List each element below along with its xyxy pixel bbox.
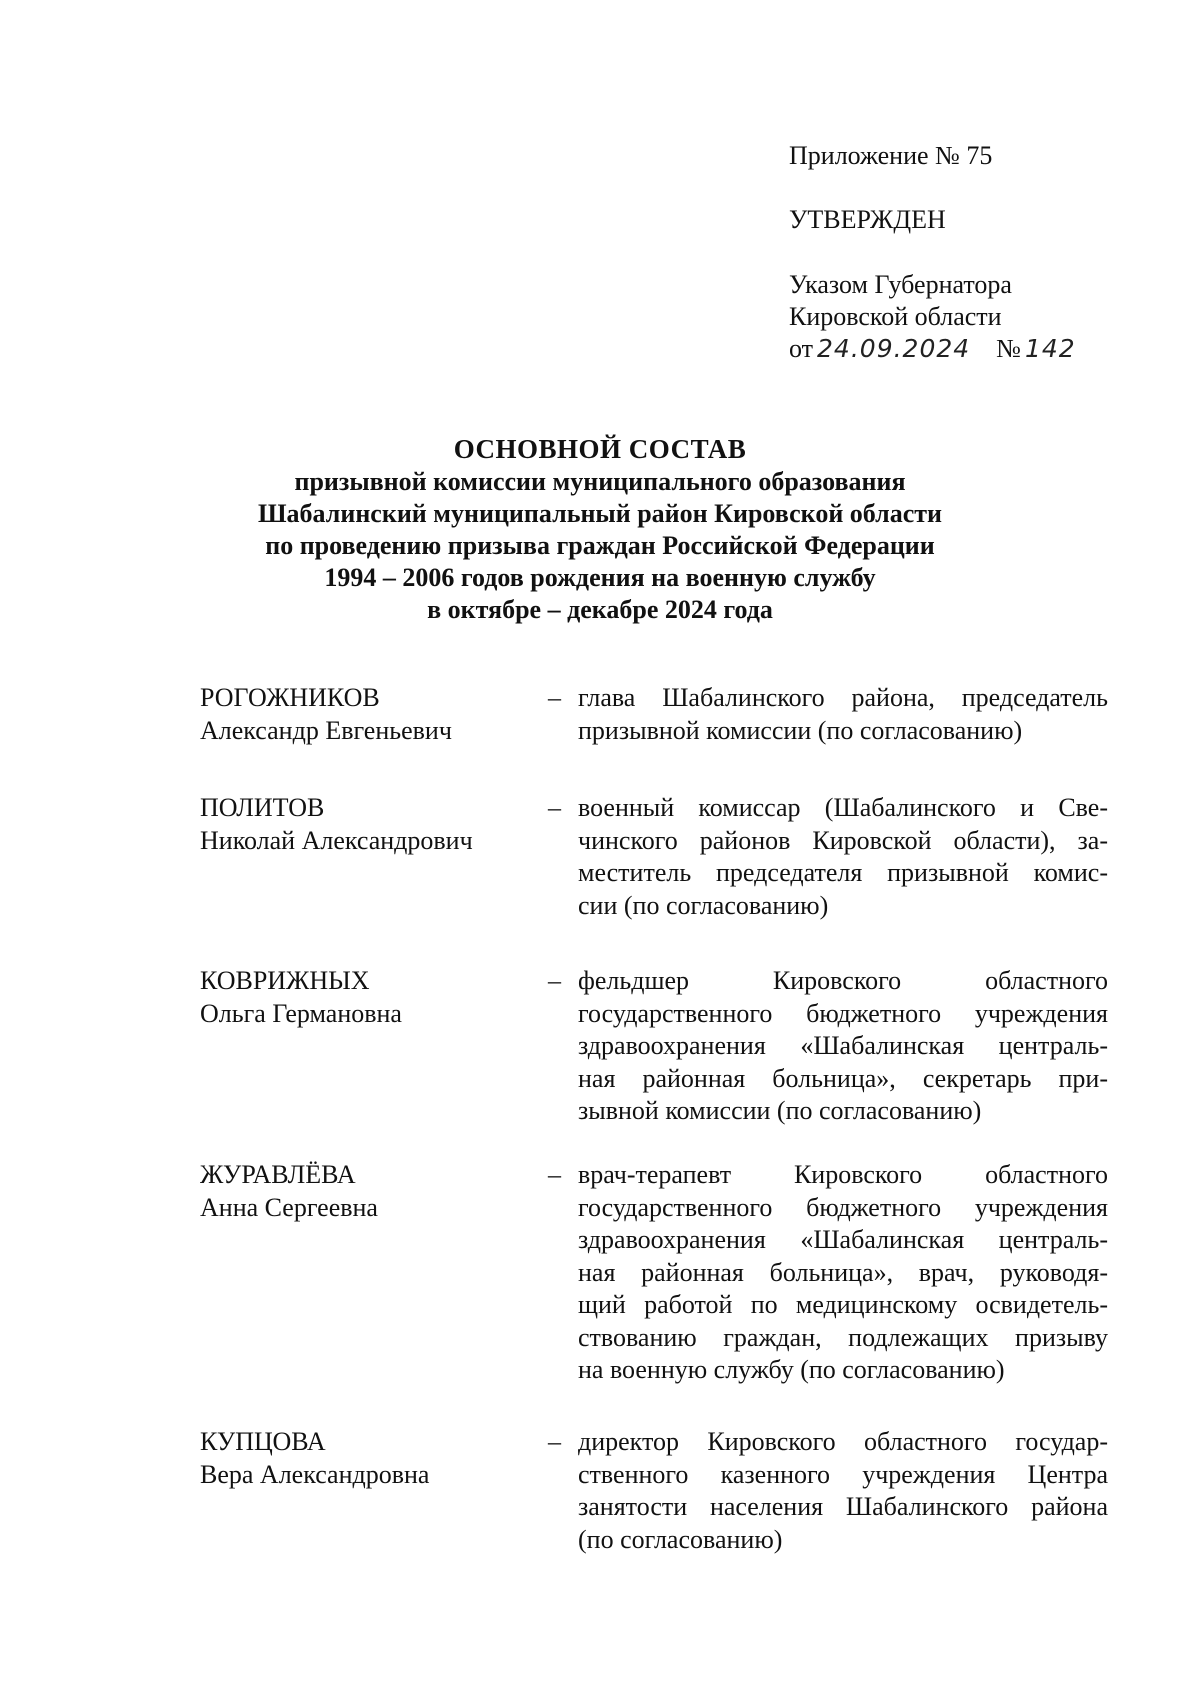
appendix-number: Приложение № 75 [789, 141, 993, 170]
member-role [578, 1426, 1108, 1556]
member-given-names: Николай Александрович [200, 825, 473, 855]
subtitle-line: в октябре – декабре 2024 года [427, 595, 773, 624]
role-line: государственного бюджетного учреждения [578, 998, 1108, 1028]
role-line: государственного бюджетного учреждения [578, 1192, 1108, 1222]
member-dash: – [548, 966, 561, 995]
role-line: ная районная больница», врач, руководя- [578, 1257, 1108, 1287]
member-name [200, 792, 530, 857]
role-line: здравоохранения «Шабалинская централь- [578, 1031, 1108, 1060]
role-line: сии (по согласованию) [578, 890, 829, 920]
subtitle-line: Шабалинский муниципальный район Кировской области [257, 499, 943, 528]
role-line: щий работой по медицинскому освидетель- [578, 1290, 1108, 1319]
subtitle-line: 1994 – 2006 годов рождения на военную службу [324, 563, 876, 592]
member-role [578, 1159, 1108, 1387]
role-line: призывной комиссии (по согласованию) [578, 715, 1023, 745]
document-subtitle [0, 466, 1200, 626]
member-role [578, 792, 1108, 922]
role-line: (по согласованию) [578, 1524, 783, 1554]
date-prefix: от [789, 334, 814, 363]
member-surname: РОГОЖНИКОВ [200, 683, 380, 712]
member-name [200, 1426, 530, 1491]
member-name [200, 965, 530, 1030]
member-given-names: Анна Сергеевна [200, 1192, 378, 1222]
member-surname: КОВРИЖНЫХ [200, 966, 370, 995]
decree-line-2: Кировской области [789, 302, 1002, 331]
role-line: врач-терапевт Кировского областного [578, 1160, 1108, 1189]
member-dash: – [548, 1160, 561, 1189]
role-line: меститель председателя призывной комис- [578, 858, 1108, 887]
subtitle-line: призывной комиссии муниципального образования [294, 467, 906, 496]
role-line: ная районная больница», секретарь при- [578, 1063, 1108, 1093]
member-given-names: Вера Александровна [200, 1459, 430, 1489]
handwritten-number: 142 [1024, 334, 1076, 363]
role-line: здравоохранения «Шабалинская централь- [578, 1225, 1108, 1254]
appendix-block [789, 140, 1169, 365]
member-surname: ЖУРАВЛЁВА [200, 1160, 356, 1189]
member-name [200, 1159, 530, 1224]
role-line: глава Шабалинского района, председатель [578, 683, 1108, 712]
member-given-names: Ольга Германовна [200, 998, 402, 1028]
subtitle-line: по проведению призыва граждан Российской Федерации [265, 531, 935, 560]
role-line: военный комиссар (Шабалинского и Све- [578, 793, 1108, 822]
member-surname: КУПЦОВА [200, 1427, 326, 1456]
title-block [0, 432, 1200, 626]
role-line: на военную службу (по согласованию) [578, 1355, 1005, 1384]
document-title: ОСНОВНОЙ СОСТАВ [453, 434, 747, 464]
role-line: ствованию граждан, подлежащих призыву [578, 1322, 1108, 1352]
number-prefix: № [996, 334, 1021, 363]
handwritten-date: 24.09.2024 [817, 334, 971, 363]
member-dash: – [548, 683, 561, 712]
member-dash: – [548, 1427, 561, 1456]
role-line: чинского районов Кировской области), за- [578, 825, 1108, 855]
approved-label: УТВЕРЖДЕН [789, 205, 946, 234]
member-surname: ПОЛИТОВ [200, 793, 325, 822]
member-dash: – [548, 793, 561, 822]
role-line: ственного казенного учреждения Центра [578, 1459, 1108, 1489]
role-line: директор Кировского областного государ- [578, 1427, 1108, 1456]
member-name [200, 682, 530, 747]
member-given-names: Александр Евгеньевич [200, 715, 452, 745]
role-line: фельдшер Кировского областного [578, 966, 1108, 995]
role-line: занятости населения Шабалинского района [578, 1492, 1108, 1521]
role-line: зывной комиссии (по согласованию) [578, 1096, 982, 1125]
decree-date-line [789, 333, 1169, 365]
decree-line-1: Указом Губернатора [789, 270, 1012, 299]
member-role [578, 965, 1108, 1128]
member-role [578, 682, 1108, 747]
